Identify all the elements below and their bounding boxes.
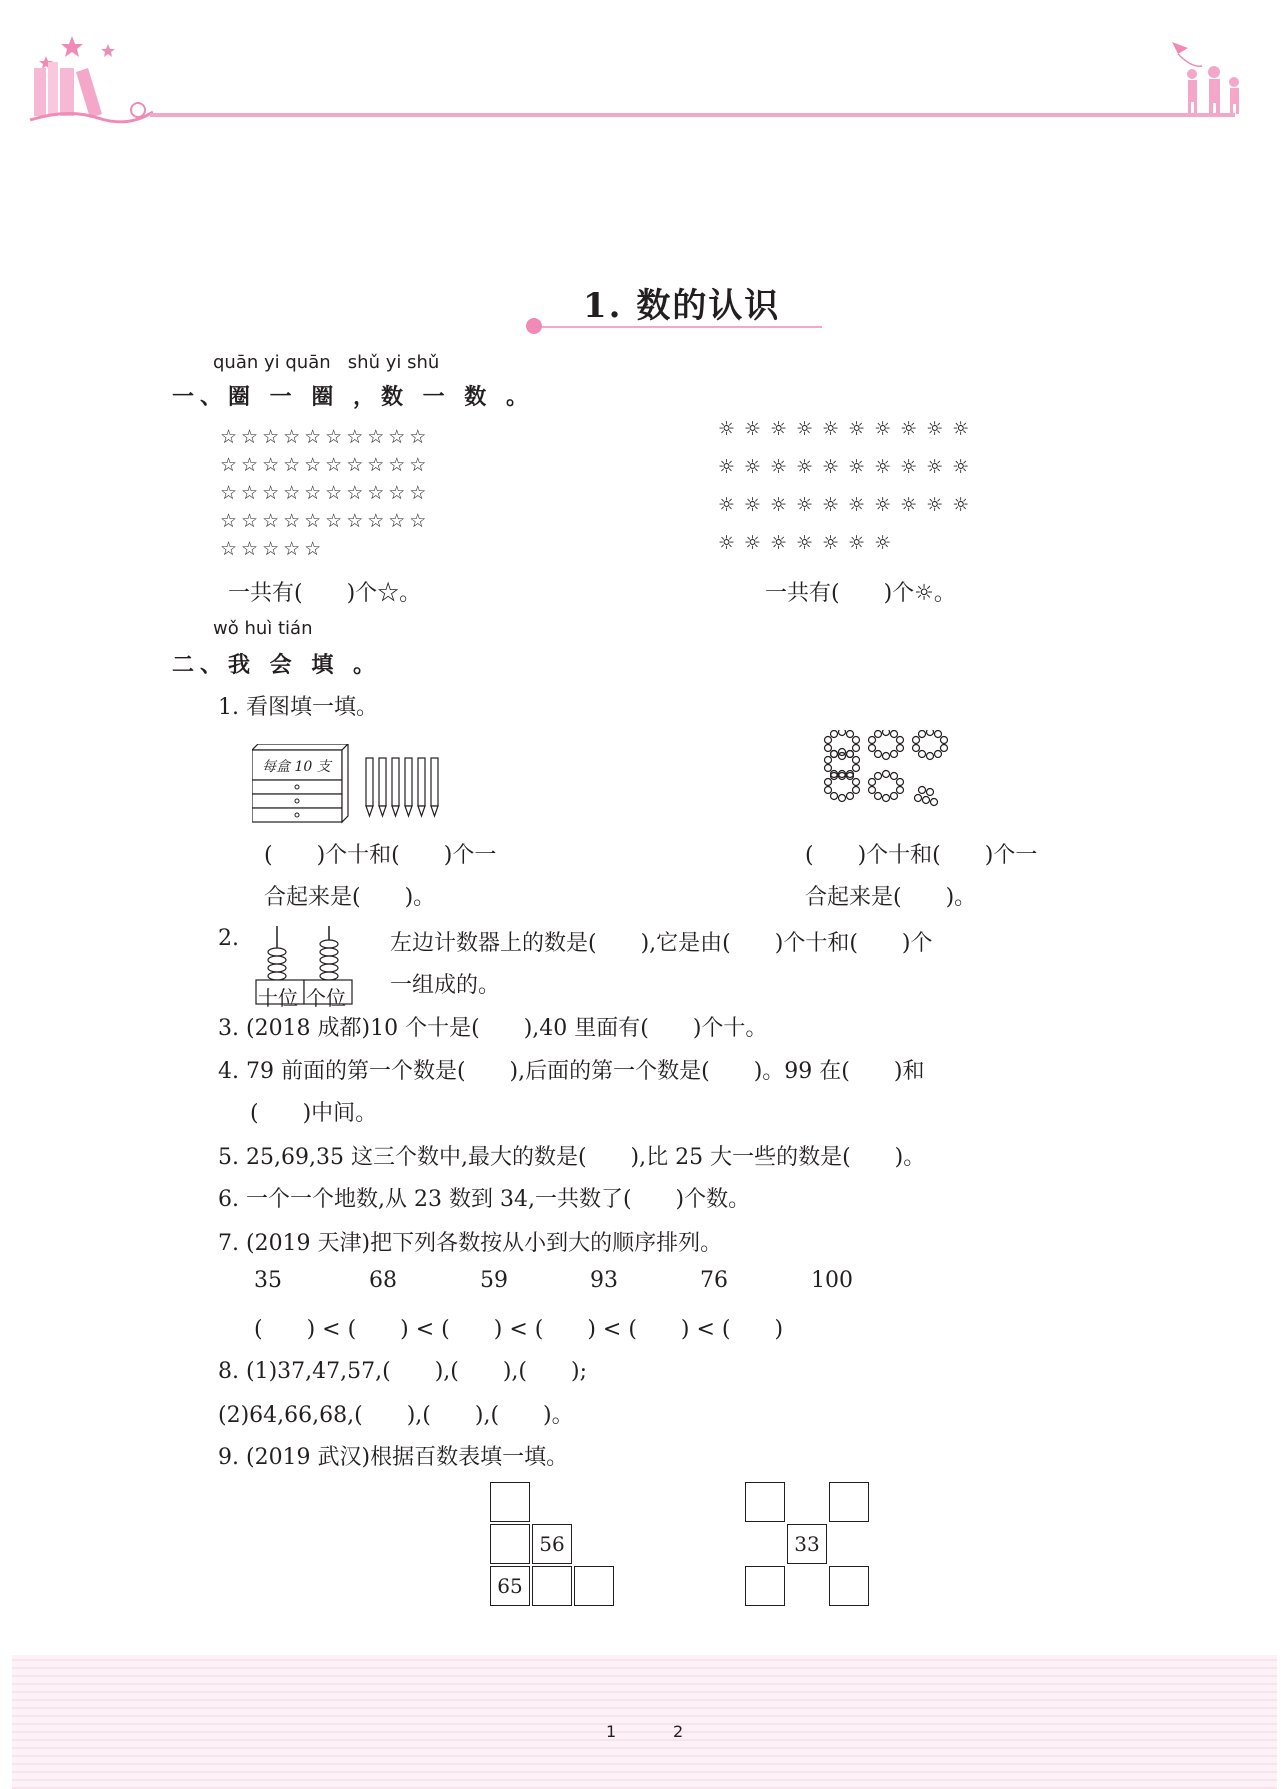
q7-answer-line: ( ) < ( ) < ( ) < ( ) < ( ) < ( ): [254, 1317, 784, 1342]
grid-cell-value: 65: [490, 1566, 530, 1606]
q6: 6. 一个一个地数,从 23 数到 34,一共数了( )个数。: [218, 1187, 751, 1212]
grid-cell-value: 56: [532, 1524, 572, 1564]
section1-heading: 一、圈 一 圈 ，数 一 数 。: [172, 385, 534, 410]
bead-rings-illustration: [822, 730, 972, 824]
q2-number: 2.: [218, 926, 239, 951]
grid-cell: [490, 1482, 530, 1522]
q1-left-line1: ( )个十和( )个一: [264, 843, 497, 868]
q7-label: 7. (2019 天津)把下列各数按从小到大的顺序排列。: [218, 1231, 723, 1256]
header-rule: [150, 113, 1235, 117]
grid-cell: [829, 1566, 869, 1606]
page-number-right: 2: [673, 1722, 684, 1741]
hundred-chart-grid-1: [490, 1482, 620, 1610]
q1-left-line2: 合起来是( )。: [264, 885, 436, 910]
sun-row: ☼☼☼☼☼☼☼: [718, 532, 901, 554]
q7-number: 59: [480, 1268, 508, 1293]
q1-label: 1. 看图填一填。: [218, 695, 378, 720]
page-title: 1. 数的认识: [583, 286, 781, 326]
section2-heading: 二、我 会 填 。: [172, 653, 381, 678]
star-count-answer: 一共有( )个☆。: [228, 581, 422, 606]
q8-line1: 8. (1)37,47,57,( ),( ),( );: [218, 1359, 588, 1384]
grid-cell: [745, 1566, 785, 1606]
abacus-ones-label: 个位: [306, 986, 346, 1010]
header-book-logo: [28, 28, 153, 132]
q7-number: 76: [700, 1268, 728, 1293]
hundred-chart-grid-2: [745, 1482, 875, 1610]
star-row: ☆☆☆☆☆☆☆☆☆☆: [220, 482, 431, 504]
grid-cell: [829, 1482, 869, 1522]
page-number-left: 1: [606, 1722, 617, 1741]
sun-count-answer: 一共有( )个☼。: [765, 581, 956, 606]
section1-pinyin: quān yi quān shǔ yi shǔ: [213, 352, 440, 373]
footer-band: [12, 1655, 1277, 1789]
section2-pinyin: wǒ huì tián: [213, 618, 313, 639]
abacus-tens-label: 十位: [258, 986, 298, 1010]
q3: 3. (2018 成都)10 个十是( ),40 里面有( )个十。: [218, 1016, 768, 1041]
grid-cell: [574, 1566, 614, 1606]
sun-row: ☼☼☼☼☼☼☼☼☼☼: [718, 456, 979, 478]
q7-number: 100: [811, 1268, 853, 1293]
kids-kite-illustration: [1162, 38, 1252, 122]
title-underline: [540, 326, 822, 328]
q8-line2: (2)64,66,68,( ),( ),( )。: [218, 1403, 574, 1428]
star-row: ☆☆☆☆☆: [220, 538, 326, 560]
sun-grid: [718, 418, 978, 570]
q4-line2: ( )中间。: [250, 1101, 378, 1126]
sun-row: ☼☼☼☼☼☼☼☼☼☼: [718, 418, 979, 440]
q2-line1: 左边计数器上的数是( ),它是由( )个十和( )个: [390, 931, 933, 956]
star-row: ☆☆☆☆☆☆☆☆☆☆: [220, 454, 431, 476]
grid-cell: [490, 1524, 530, 1564]
q2-line2: 一组成的。: [390, 973, 501, 998]
q7-number: 68: [369, 1268, 397, 1293]
title-bullet-dot: [526, 318, 542, 334]
star-grid: [220, 426, 430, 566]
q5: 5. 25,69,35 这三个数中,最大的数是( ),比 25 大一些的数是( )。: [218, 1145, 926, 1170]
star-row: ☆☆☆☆☆☆☆☆☆☆: [220, 426, 431, 448]
q1-right-line2: 合起来是( )。: [805, 885, 977, 910]
star-row: ☆☆☆☆☆☆☆☆☆☆: [220, 510, 431, 532]
q1-right-line1: ( )个十和( )个一: [805, 843, 1038, 868]
grid-cell: [745, 1482, 785, 1522]
pencil-box-label: 每盒 10 支: [262, 759, 331, 775]
q7-number: 93: [590, 1268, 618, 1293]
q9-label: 9. (2019 武汉)根据百数表填一填。: [218, 1445, 569, 1470]
grid-cell-value: 33: [787, 1524, 827, 1564]
sun-row: ☼☼☼☼☼☼☼☼☼☼: [718, 494, 979, 516]
grid-cell: [532, 1566, 572, 1606]
q4-line1: 4. 79 前面的第一个数是( ),后面的第一个数是( )。99 在( )和: [218, 1059, 925, 1084]
q7-number: 35: [254, 1268, 282, 1293]
